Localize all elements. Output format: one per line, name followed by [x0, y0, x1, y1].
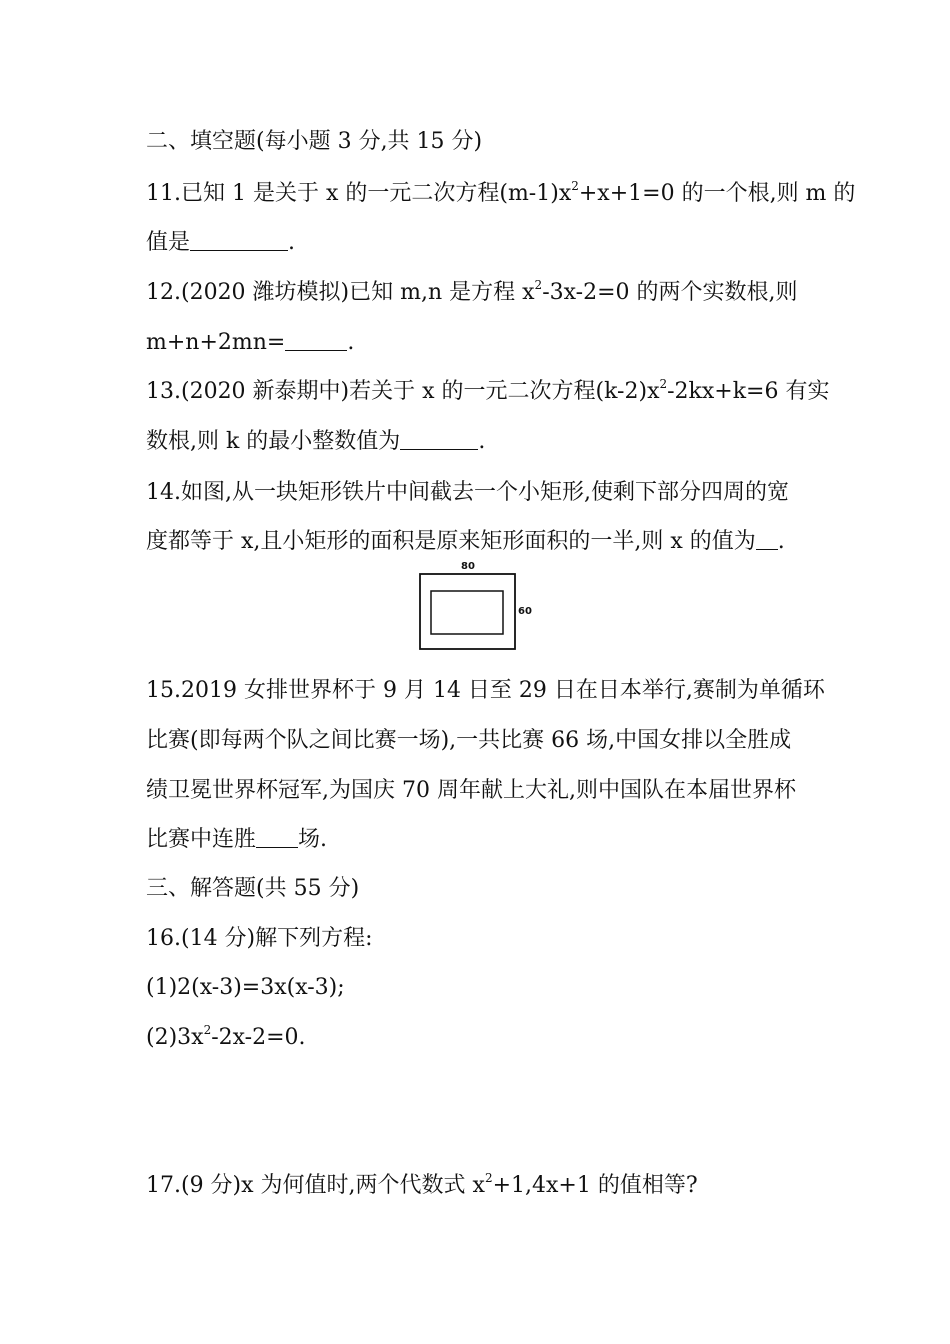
answer-blank[interactable]	[400, 429, 478, 450]
question-16-part-2: $(2)3x^2-2x-2=0$.	[146, 1022, 306, 1050]
answer-blank[interactable]	[756, 529, 778, 550]
question-17: 17.(9 分)x 为何值时,两个代数式 $x^2+1,4x+1$ 的值相等?	[146, 1170, 698, 1198]
question-11-line-2: 值是 .	[146, 230, 296, 255]
question-15-line-3: 绩卫冕世界杯冠军,为国庆 70 周年献上大礼,则中国队在本届世界杯	[146, 778, 796, 803]
answer-blank[interactable]	[190, 230, 288, 251]
question-13-line-1: 13.(2020 新泰期中)若关于 x 的一元二次方程$(k-2)x^2-2kx+k=6$ 有实	[146, 376, 830, 404]
width-label: 80	[461, 561, 475, 572]
question-12-line-1: 12.(2020 潍坊模拟)已知 m,n 是方程 $x^2-3x-2=0$ 的两个实数根,则	[146, 277, 798, 305]
outer-rectangle	[420, 574, 515, 649]
rectangle-figure	[412, 560, 542, 652]
section-3-heading: 三、解答题(共 55 分)	[146, 876, 360, 901]
question-15-line-4: 比赛中连胜 场.	[146, 827, 328, 852]
answer-blank[interactable]	[285, 330, 347, 351]
question-16-part-1: (1)2(x-3)=3x(x-3);	[146, 975, 345, 1000]
height-label: 60	[518, 606, 532, 617]
question-15-line-1: 15.2019 女排世界杯于 9 月 14 日至 29 日在日本举行,赛制为单循环	[146, 678, 825, 703]
question-13-line-2: 数根,则 k 的最小整数值为 .	[146, 429, 486, 454]
section-2-heading: 二、填空题(每小题 3 分,共 15 分)	[146, 129, 483, 154]
inner-rectangle	[431, 591, 503, 634]
question-14-line-2: 度都等于 x,且小矩形的面积是原来矩形面积的一半,则 x 的值为 .	[146, 529, 785, 554]
question-14-line-1: 14.如图,从一块矩形铁片中间截去一个小矩形,使剩下部分四周的宽	[146, 480, 789, 505]
question-16-title: 16.(14 分)解下列方程:	[146, 926, 373, 951]
answer-blank[interactable]	[256, 827, 298, 848]
question-11-line-1: 11.已知 1 是关于 x 的一元二次方程$(m-1)x^2+x+1=0$ 的一个根,则 m 的	[146, 178, 856, 206]
question-15-line-2: 比赛(即每两个队之间比赛一场),一共比赛 66 场,中国女排以全胜成	[146, 728, 792, 753]
question-12-line-2: m+n+2mn= .	[146, 330, 355, 355]
